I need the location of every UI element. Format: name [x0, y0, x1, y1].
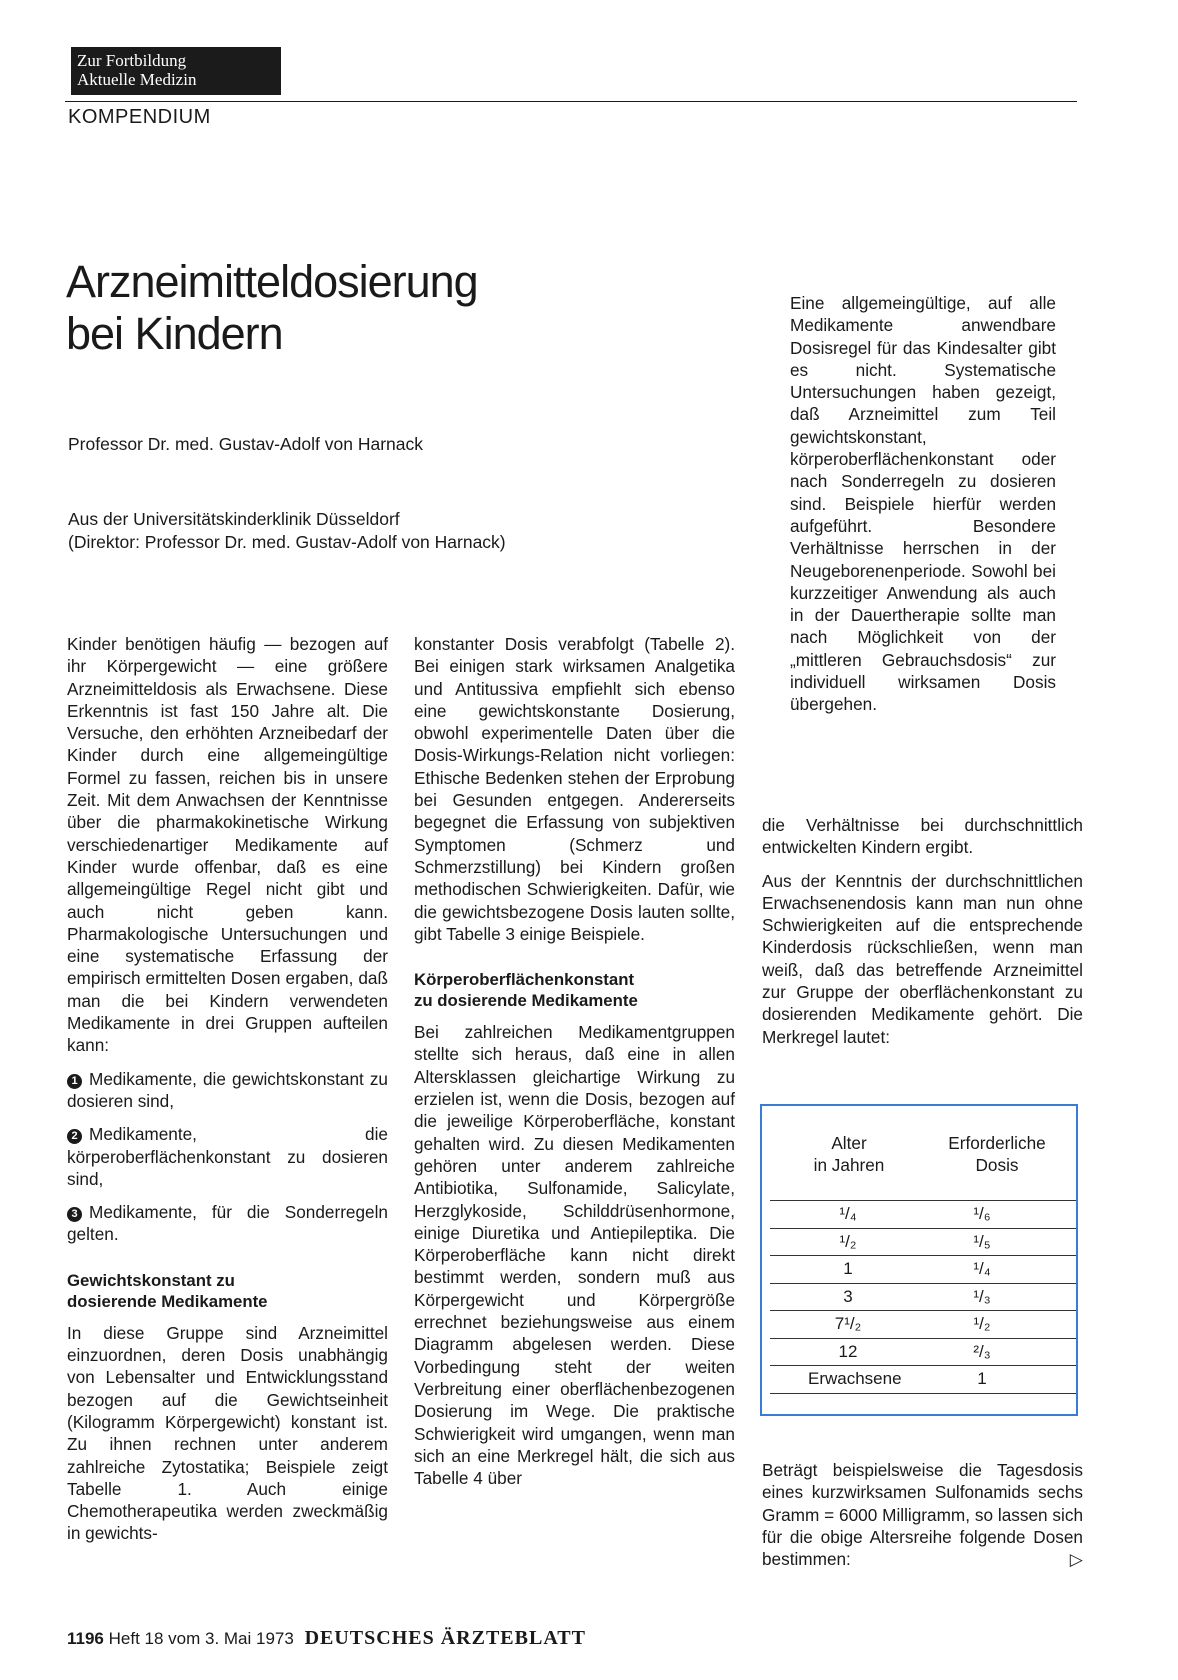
paragraph: Kinder benötigen häufig — bezogen auf ihr Körpergewicht — eine größere Arzneimitteldosis als Erwachsene. Diese Erkenntnis ist fast 150 Jahre alt. Die Versuche, den erhöhten Arzneibedarf der Kinder durch eine allgemeingültige Formel zu fassen, reichen bis in unsere Zeit. Mit dem Anwachsen der Kenntnisse über die pharmakokinetische Wirkung verschiedenartiger Medikamente auf Kinder wurde offenbar, daß es eine allgemeingültige Regel nicht gibt und auch nicht geben kann. Pharmakologische Untersuchungen und eine systematische Erfassung der empirisch ermittelten Dosen ergaben, daß man die bei Kindern verwendeten Medikamente in drei Gruppen aufteilen kann:: [67, 634, 388, 1056]
header-rule: [65, 101, 1077, 102]
list-item: 2 Medikamente, die körperoberflächenkonstant zu dosieren sind,: [67, 1124, 388, 1189]
column-2: [414, 633, 735, 1489]
table-row: 12 ²/₃: [770, 1338, 1076, 1366]
abstract-text: Eine allgemeingültige, auf alle Medikamente anwendbare Dosisregel für das Kindesalter gibt es nicht. Systematische Untersuchungen haben gezeigt, daß Arzneimittel zum Teil gewichtskonstant, körperoberflächenkonstant oder nach Sonderregeln zu dosieren sind. Beispiele hierfür werden aufgeführt. Besondere Verhältnisse herrschen in der Neugeborenenperiode. Sowohl bei kurzzeitiger Anwendung als auch in der Dauertherapie sollte man nach Möglichkeit von der „mittleren Gebrauchsdosis“ zur individuell wirksamen Dosis übergehen.: [790, 293, 1056, 715]
table-row: ¹/₄ ¹/₆: [770, 1200, 1076, 1228]
abstract: [790, 292, 1056, 716]
table-row: ¹/₂ ¹/₅: [770, 1228, 1076, 1256]
title-line-1: Arzneimitteldosierung: [66, 256, 478, 307]
rubric-tag: [71, 47, 281, 95]
continue-arrow-icon: ▷: [1069, 1549, 1083, 1570]
list-item: 1 Medikamente, die gewichtskonstant zu dosieren sind,: [67, 1068, 388, 1111]
subheading-surface: Körperoberflächenkonstant zu dosierende Medikamente: [414, 970, 638, 1011]
paragraph: die Verhältnisse bei durchschnittlich entwickelten Kindern ergibt.: [762, 815, 1083, 858]
section-label: KOMPENDIUM: [68, 106, 211, 128]
header-dose: Erforderliche Dosis: [948, 1133, 1046, 1175]
list-item: 3 Medikamente, für die Sonderregeln gelten.: [67, 1202, 388, 1245]
magazine-name: DEUTSCHES ÄRZTEBLATT: [304, 1627, 586, 1649]
paragraph: Aus der Kenntnis der durchschnittlichen Erwachsenendosis kann man nun ohne Schwierigkeiten auf die entsprechende Kinderdosis rückschließen, wenn man weiß, daß das betreffende Arzneimittel zur Gruppe der oberflächenkonstant zu dosierenden Medikamente gehört. Die Merkregel lautet:: [762, 870, 1083, 1047]
rubric-line-2: Aktuelle Medizin: [77, 70, 197, 89]
affiliation-line-1: Aus der Universitätskinderklinik Düsseldorf: [68, 509, 400, 529]
page-footer: [67, 1627, 586, 1650]
subheading-weight: Gewichtskonstant zu dosierende Medikamente: [67, 1270, 268, 1311]
column-3: [762, 814, 1083, 1048]
number-2-icon: 2: [67, 1129, 82, 1144]
column-1: [67, 633, 388, 1545]
paragraph: Bei zahlreichen Medikamentgruppen stellte sich heraus, daß eine in allen Altersklassen gleichartige Wirkung zu erzielen ist, wenn die Dosis, bezogen auf die jeweilige Körperoberfläche, konstant gehalten wird. Zu diesen Medikamenten gehören unter anderem zahlreiche Antibiotika, Sulfonamide, Salicylate, Herzglykoside, Schilddrüsenhormone, einige Diuretika und Antiepileptika. Die Körperoberfläche kann nicht direkt bestimmt werden, sondern muß aus Körpergewicht und Körpergröße errechnet beziehungsweise aus einem Diagramm abgelesen werden. Diese Vorbedingung steht der weiten Verbreitung einer oberflächenbezogenen Dosierung im Wege. Die praktische Schwierigkeit wird umgangen, wenn man sich an eine Merkregel hält, die sich aus Tabelle 4 über: [414, 1022, 735, 1489]
paragraph: Beträgt beispielsweise die Tagesdosis eines kurzwirksamen Sulfonamids sechs Gramm = 6000 Milligramm, so lassen sich für die obige Altersreihe folgende Dosen bestimmen: ▷: [762, 1460, 1083, 1570]
author: Professor Dr. med. Gustav-Adolf von Harnack: [68, 434, 423, 454]
affiliation-line-2: (Direktor: Professor Dr. med. Gustav-Adolf von Harnack): [68, 532, 506, 552]
affiliation: [68, 508, 506, 554]
issue-info: Heft 18 vom 3. Mai 1973: [108, 1629, 294, 1648]
rubric-line-1: Zur Fortbildung: [77, 51, 187, 70]
header-age: Alter in Jahren: [813, 1133, 885, 1175]
table-row: Erwachsene 1: [770, 1365, 1076, 1394]
paragraph: In diese Gruppe sind Arzneimittel einzuordnen, deren Dosis unabhängig von Lebensalter und Entwicklungsstand bezogen auf die Gewichtseinheit (Kilogramm Körpergewicht) konstant ist. Zu ihnen rechnen unter anderem zahlreiche Zytostatika; Beispiele zeigt Tabelle 1. Auch einige Chemotherapeutika werden zweckmäßig in gewichts-: [67, 1322, 388, 1544]
table-body: [762, 1200, 1076, 1394]
number-3-icon: 3: [67, 1207, 82, 1222]
table-row: 3 ¹/₃: [770, 1283, 1076, 1311]
table-row: 7¹/₂ ¹/₂: [770, 1310, 1076, 1338]
column-3-continued: [762, 1459, 1083, 1570]
number-1-icon: 1: [67, 1074, 82, 1089]
article-title: [66, 256, 586, 360]
table-row: 1 ¹/₄: [770, 1255, 1076, 1283]
title-line-2: bei Kindern: [66, 308, 283, 359]
page-number: 1196: [67, 1629, 104, 1648]
paragraph: konstanter Dosis verabfolgt (Tabelle 2). Bei einigen stark wirksamen Analgetika und Antitussiva empfiehlt sich ebenso eine gewichtskonstante Dosierung, obwohl experimentelle Daten über die Dosis-Wirkungs-Relation nicht vorliegen: Ethische Bedenken stehen der Erprobung bei Gesunden entgegen. Andererseits begegnet die Erfassung von subjektiven Symptomen (Schmerz und Schmerzstillung) bei Kindern großen methodischen Schwierigkeiten. Dafür, wie die gewichtsbezogene Dosis lauten sollte, gibt Tabelle 3 einige Beispiele.: [414, 634, 735, 944]
dose-rule-table: [760, 1104, 1078, 1416]
